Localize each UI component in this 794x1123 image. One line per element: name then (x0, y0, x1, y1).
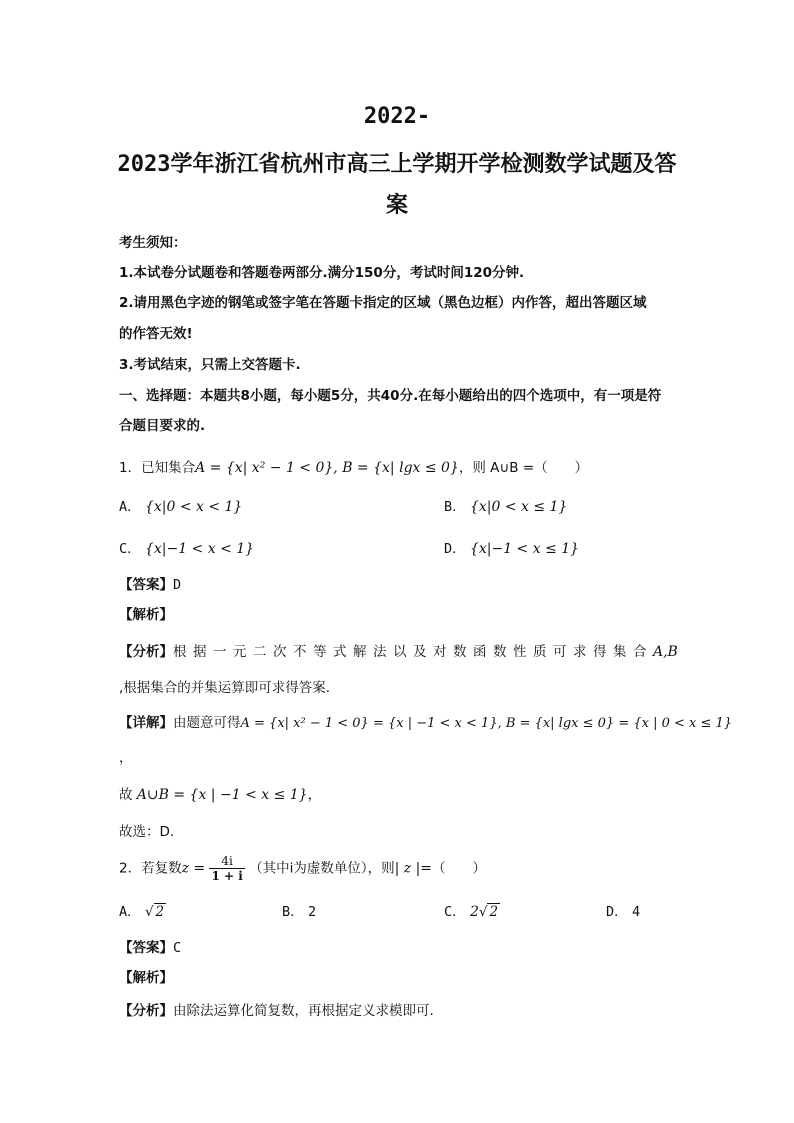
q1-detail-math: A = {x| x² − 1 < 0} = {x | −1 < x < 1}, B = {x| lgx ≤ 0} = {x | 0 < x ≤ 1} (240, 716, 733, 731)
q2-option-c (444, 900, 500, 920)
q2-fenxi (119, 999, 434, 1019)
q1-detail-tag: 【详解】 (119, 715, 173, 731)
notice-item-3: 3.考试结束，只需上交答题卡. (119, 357, 301, 373)
q1-answer-value: D (173, 577, 182, 593)
q1-option-d (444, 537, 579, 557)
q1-prefix: 1．已知集合 (119, 460, 196, 476)
q1-option-c-label: C． (119, 541, 141, 557)
notice-item-1: 1.本试卷分试题卷和答题卷两部分.满分150分，考试时间120分钟. (119, 265, 525, 281)
q1-fenxi-text: 根据一元二次不等式解法以及对数函数性质可求得集合 (173, 644, 653, 660)
q1-union-math: A∪B = {x | −1 < x ≤ 1} (136, 787, 308, 803)
q2-option-b (282, 900, 316, 920)
q1-option-d-label: D． (444, 541, 466, 557)
q1-analysis-tag: 【解析】 (119, 607, 173, 623)
q1-option-b-text: {x|0 < x ≤ 1} (469, 499, 568, 515)
q2-option-c-coef: 2 (469, 904, 479, 920)
q2-option-b-label: B． (282, 904, 304, 920)
q1-option-c-text: {x|−1 < x < 1} (144, 541, 255, 557)
notice-heading: 考生须知： (119, 235, 187, 251)
sqrt-icon: √ (144, 904, 154, 920)
q1-detail-text: 由题意可得 (173, 715, 241, 731)
q1-option-b (444, 495, 567, 515)
q1-union-prefix: 故 (119, 787, 137, 803)
sqrt-icon: √ (478, 904, 488, 920)
q1-answer-tag: 【答案】 (119, 577, 173, 593)
q2-fenxi-tag: 【分析】 (119, 1003, 173, 1019)
q2-answer-tag: 【答案】 (119, 940, 173, 956)
q2-option-d-label: D． (606, 904, 628, 920)
notice-item-2a: 2.请用黑色字迹的钢笔或签字笔在答题卡指定的区域（黑色边框）内作答，超出答题区域 (119, 295, 647, 311)
q1-option-a-label: A． (119, 499, 141, 515)
q2-fraction-numerator: 4i (209, 854, 244, 869)
q1-union-suffix: ， (307, 787, 322, 803)
q2-z-eq: z = (181, 860, 206, 877)
q1-detail (119, 711, 732, 731)
q1-detail-comma: ， (119, 750, 133, 766)
q2-option-a-label: A． (119, 904, 141, 920)
q1-option-c (119, 537, 254, 557)
q1-option-b-label: B． (444, 499, 466, 515)
q1-option-d-text: {x|−1 < x ≤ 1} (469, 541, 580, 557)
title-line-3: 案 (385, 193, 408, 218)
q2-option-d-text: 4 (631, 904, 641, 920)
q1-fenxi-tag: 【分析】 (119, 644, 173, 660)
q2-analysis-tag: 【解析】 (119, 970, 173, 986)
q1-set-a: A = {x| x² − 1 < 0} (195, 460, 334, 476)
q1-choose: 故选：D. (119, 824, 175, 840)
q1-option-a (119, 495, 242, 515)
q2-mid: （其中i为虚数单位），则 (249, 860, 395, 877)
q2-suffix: （ ） (432, 860, 487, 877)
section-heading-b: 合题目要求的. (119, 418, 206, 434)
q2-option-a-text: 2 (155, 904, 165, 920)
q1-fenxi-line-2: ,根据集合的并集运算即可求得答案. (119, 680, 331, 696)
q2-fraction (209, 854, 244, 883)
q2-abs: | z |= (394, 860, 433, 877)
q2-option-b-text: 2 (307, 904, 317, 920)
q1-fenxi (119, 640, 678, 660)
title-line-2: 2023学年浙江省杭州市高三上学期开学检测数学试题及答 (117, 152, 677, 177)
q1-option-a-text: {x|0 < x < 1} (144, 499, 243, 515)
q2-fraction-denominator: 1 + i (211, 869, 243, 883)
q2-fenxi-text: 由除法运算化简复数，再根据定义求模即可. (173, 1003, 434, 1019)
q2-option-c-label: C． (444, 904, 466, 920)
q2-option-c-radicand: 2 (489, 904, 499, 920)
q1-set-b: , B = {x| lgx ≤ 0} (333, 460, 459, 476)
q1-fenxi-sets: A,B (653, 644, 678, 660)
q1-answer (119, 573, 181, 593)
question-2 (119, 854, 486, 883)
q1-union (119, 783, 321, 803)
q2-option-d (606, 900, 640, 920)
title-line-1: 2022- (363, 104, 431, 129)
section-heading-a: 一、选择题：本题共8小题，每小题5分，共40分.在每小题给出的四个选项中，有一项是符 (119, 388, 662, 404)
q2-answer-value: C (173, 940, 182, 956)
q1-suffix: ，则 A∪B =（ ） (458, 460, 589, 476)
q2-option-a (119, 900, 166, 920)
q2-answer (119, 936, 181, 956)
notice-item-2b: 的作答无效! (119, 326, 193, 342)
question-1 (119, 456, 588, 476)
q2-prefix: 2．若复数 (119, 860, 182, 877)
